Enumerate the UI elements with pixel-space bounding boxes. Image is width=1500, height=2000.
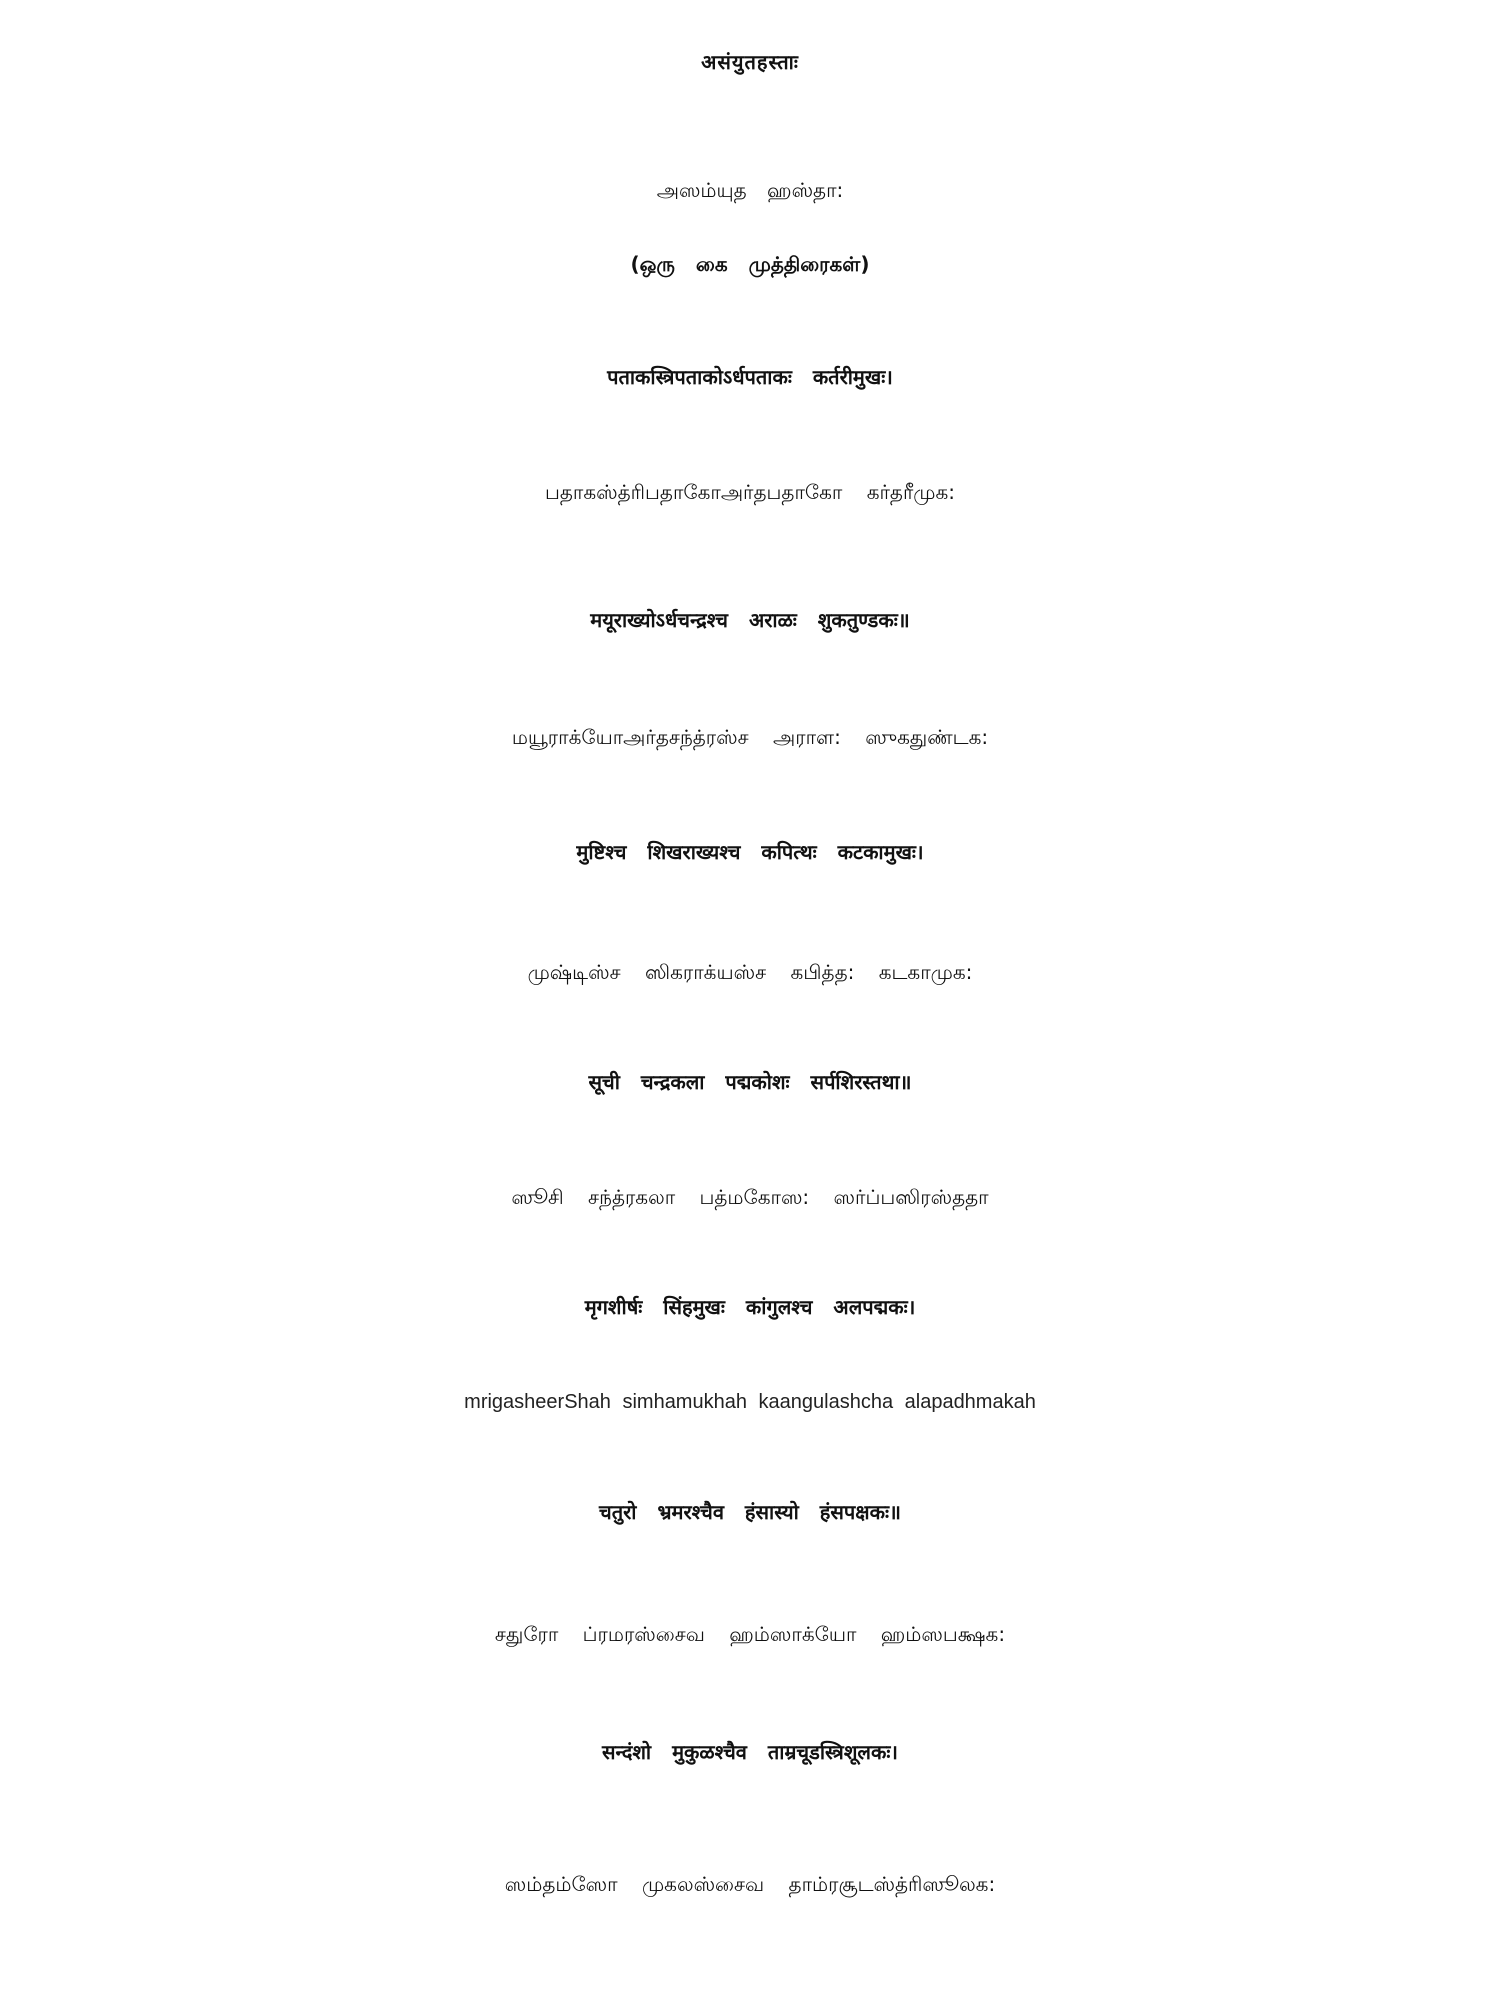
tamil-title: அஸம்யுத ஹஸ்தா: [656,178,844,202]
verse-1-sanskrit: पताकस्त्रिपताकोऽर्धपताकः कर्तरीमुखः। [607,365,893,389]
verse-2-transliteration: மயூராக்யோஅர்தசந்த்ரஸ்ச அராள: ஸுகதுண்டக: [511,725,989,749]
verse-6-transliteration: சதுரோ ப்ரமரஸ்சைவ ஹம்ஸாக்யோ ஹம்ஸபக்ஷக: [494,1622,1006,1646]
verse-4-transliteration: ஸூசி சந்த்ரகலா பத்மகோஸ: ஸர்ப்பஸிரஸ்ததா [511,1185,989,1209]
verse-3-transliteration: முஷ்டிஸ்ச ஸிகராக்யஸ்ச கபித்த: கடகாமுக: [527,960,973,984]
page-title: असंयुतहस्ताः [701,50,799,74]
verse-6-sanskrit: चतुरो भ्रमरश्चैव हंसास्यो हंसपक्षकः॥ [599,1500,901,1524]
verse-7-sanskrit: सन्दंशो मुकुळश्चैव ताम्रचूडस्त्रिशूलकः। [602,1740,898,1764]
verse-5-transliteration: mrigasheerShah simhamukhah kaangulashcha alapadhmakah [464,1391,1036,1413]
verse-5-sanskrit: मृगशीर्षः सिंहमुखः कांगुलश्च अलपद्मकः। [584,1295,916,1319]
verse-7-transliteration: ஸம்தம்ஸோ முகலஸ்சைவ தாம்ரசூடஸ்த்ரிஸூலக: [504,1872,996,1896]
verse-3-sanskrit: मुष्टिश्च शिखराख्यश्च कपित्थः कटकामुखः। [576,840,924,864]
verse-1-transliteration: பதாகஸ்த்ரிபதாகோஅர்தபதாகோ கர்தரீமுக: [544,480,956,504]
verse-2-sanskrit: मयूराख्योऽर्धचन्द्रश्च अराळः शुकतुण्डकः॥ [590,608,910,632]
tamil-subtitle-parenthetical: (ஒரு கை முத்திரைகள்) [630,252,870,276]
verse-4-sanskrit: सूची चन्द्रकला पद्मकोशः सर्पशिरस्तथा॥ [588,1070,912,1094]
